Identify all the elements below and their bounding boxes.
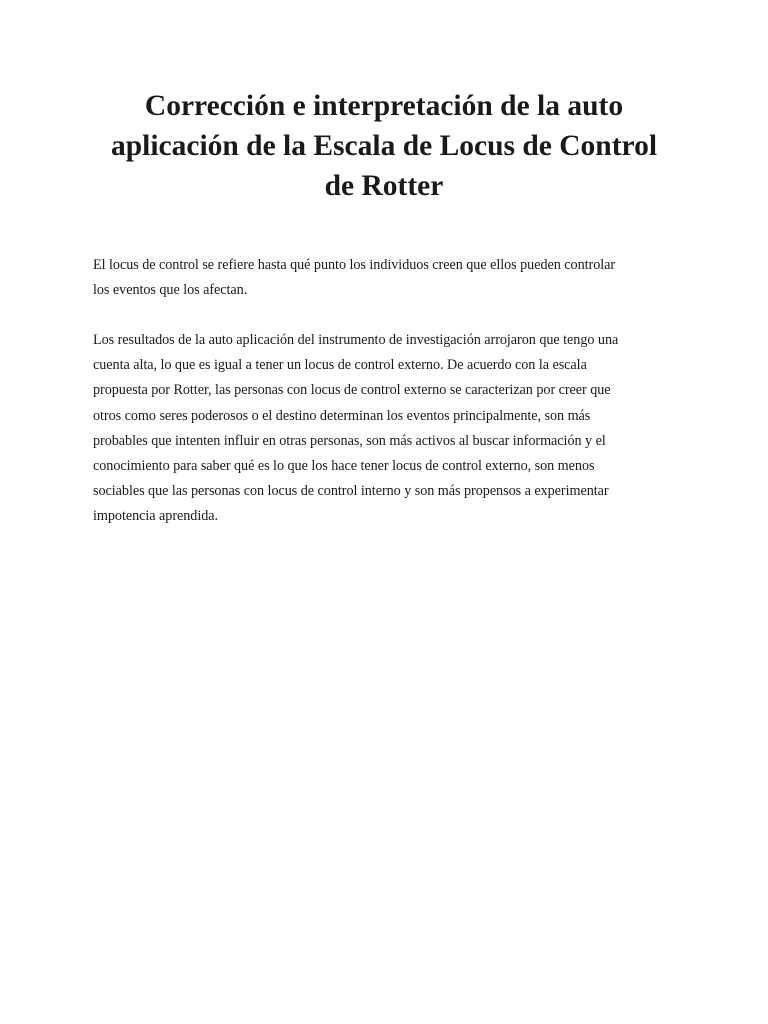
title-line: Corrección e interpretación de la auto xyxy=(144,90,624,122)
title-line: aplicación de la Escala de Locus de Control xyxy=(110,130,658,162)
paragraph-line: cuenta alta, lo que es igual a tener un locus de control externo. De acuerdo con la escala xyxy=(93,357,587,374)
paragraph-line: los eventos que los afectan. xyxy=(93,282,248,299)
paragraph-line: probables que intenten influir en otras personas, son más activos al buscar información y el xyxy=(93,432,606,449)
paragraph-line: otros como seres poderosos o el destino determinan los eventos principalmente, son más xyxy=(93,407,591,424)
paragraph-line: conocimiento para saber qué es lo que los hace tener locus de control externo, son menos xyxy=(93,458,595,475)
paragraph-line: Los resultados de la auto aplicación del instrumento de investigación arrojaron que tengo una xyxy=(93,332,619,348)
title-line: de Rotter xyxy=(324,170,444,202)
paragraph-line: sociables que las personas con locus de control interno y son más propensos a experimentar xyxy=(93,483,609,500)
paragraph-line: impotencia aprendida. xyxy=(93,508,219,525)
document-title xyxy=(80,86,688,206)
paragraph-definition xyxy=(93,253,683,303)
paragraph-results xyxy=(93,328,683,530)
paragraph-line: El locus de control se refiere hasta qué punto los individuos creen que ellos pueden controlar xyxy=(93,257,616,273)
paragraph-line: propuesta por Rotter, las personas con locus de control externo se caracterizan por creer que xyxy=(93,382,611,399)
